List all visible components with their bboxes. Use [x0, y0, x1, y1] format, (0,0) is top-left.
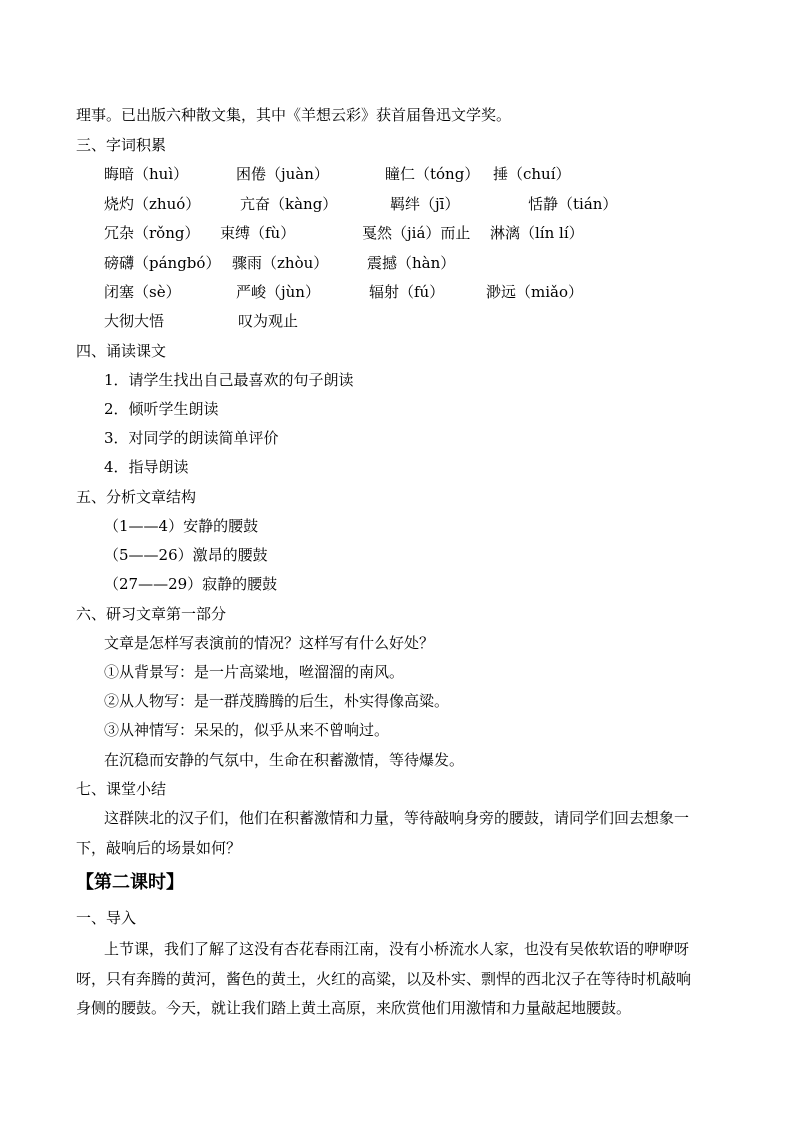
paragraph-line: 身侧的腰鼓。今天，就让我们踏上黄土高原，来欣赏他们用激情和力量敲起地腰鼓。	[76, 999, 632, 1017]
vocab-item: 戛然（jiá）而止	[362, 224, 471, 242]
section-5-heading: 五、分析文章结构	[76, 488, 197, 506]
vocab-item: 恬静（tián）	[528, 195, 618, 213]
vocab-item: 淋漓（lín lí）	[490, 224, 584, 242]
paragraph-line: ③从神情写：呆呆的，似乎从来不曾响过。	[104, 721, 390, 739]
vocab-item: 困倦（juàn）	[236, 165, 329, 183]
list-item: （5——26）激昂的腰鼓	[104, 546, 268, 564]
vocab-item: 羁绊（jī）	[390, 195, 460, 213]
paragraph-line: 呀，只有奔腾的黄河，酱色的黄土，火红的高粱，以及朴实、剽悍的西北汉子在等待时机敲响	[76, 970, 692, 988]
list-item: 4．指导朗读	[104, 458, 189, 476]
vocab-item: 严峻（jùn）	[236, 283, 320, 301]
vocab-item: 冗杂（rǒng）	[104, 224, 200, 242]
paragraph-line: 这群陕北的汉子们，他们在积蓄激情和力量，等待敲响身旁的腰鼓，请同学们回去想象一	[104, 809, 690, 827]
paragraph-line: ①从背景写：是一片高粱地，咝溜溜的南风。	[104, 663, 405, 681]
list-item: （1——4）安静的腰鼓	[104, 517, 259, 535]
vocab-item: 叹为观止	[238, 312, 299, 330]
list-item: 3．对同学的朗读简单评价	[104, 429, 279, 447]
list-item: 2．倾听学生朗读	[104, 400, 219, 418]
lesson-2-heading: 一、导入	[76, 909, 137, 927]
paragraph-line: ②从人物写：是一群茂腾腾的后生，朴实得像高粱。	[104, 692, 450, 710]
list-item: 1．请学生找出自己最喜欢的句子朗读	[104, 371, 354, 389]
vocab-item: 大彻大悟	[104, 312, 165, 330]
paragraph-line: 在沉稳而安静的气氛中，生命在积蓄激情，等待爆发。	[104, 751, 465, 769]
vocab-item: 烧灼（zhuó）	[104, 195, 201, 213]
vocab-item: 闭塞（sè）	[104, 283, 181, 301]
paragraph-line: 上节课，我们了解了这没有杏花春雨江南，没有小桥流水人家，也没有吴侬软语的咿咿呀	[104, 940, 690, 958]
section-3-heading: 三、字词积累	[76, 136, 167, 154]
vocab-item: 束缚（fù）	[220, 224, 296, 242]
section-6-heading: 六、研习文章第一部分	[76, 605, 227, 623]
lesson-2-title: 【第二课时】	[76, 872, 184, 893]
vocab-item: 震撼（hàn）	[367, 254, 456, 272]
intro-line: 理事。已出版六种散文集，其中《羊想云彩》获首届鲁迅文学奖。	[76, 106, 512, 124]
vocab-item: 骤雨（zhòu）	[232, 254, 329, 272]
vocab-item: 磅礴（pángbó）	[104, 254, 221, 272]
section-4-heading: 四、诵读课文	[76, 342, 167, 360]
vocab-item: 捶（chuí）	[493, 165, 571, 183]
vocab-item: 辐射（fú）	[369, 283, 445, 301]
vocab-item: 瞳仁（tóng）	[385, 165, 480, 183]
paragraph-line: 下，敲响后的场景如何？	[76, 839, 242, 857]
section-7-heading: 七、课堂小结	[76, 780, 167, 798]
vocab-item: 亢奋（kàng）	[240, 195, 338, 213]
paragraph-line: 文章是怎样写表演前的情况？这样写有什么好处？	[104, 634, 435, 652]
vocab-item: 晦暗（huì）	[104, 165, 189, 183]
vocab-item: 渺远（miǎo）	[486, 283, 583, 301]
list-item: （27——29）寂静的腰鼓	[104, 575, 278, 593]
